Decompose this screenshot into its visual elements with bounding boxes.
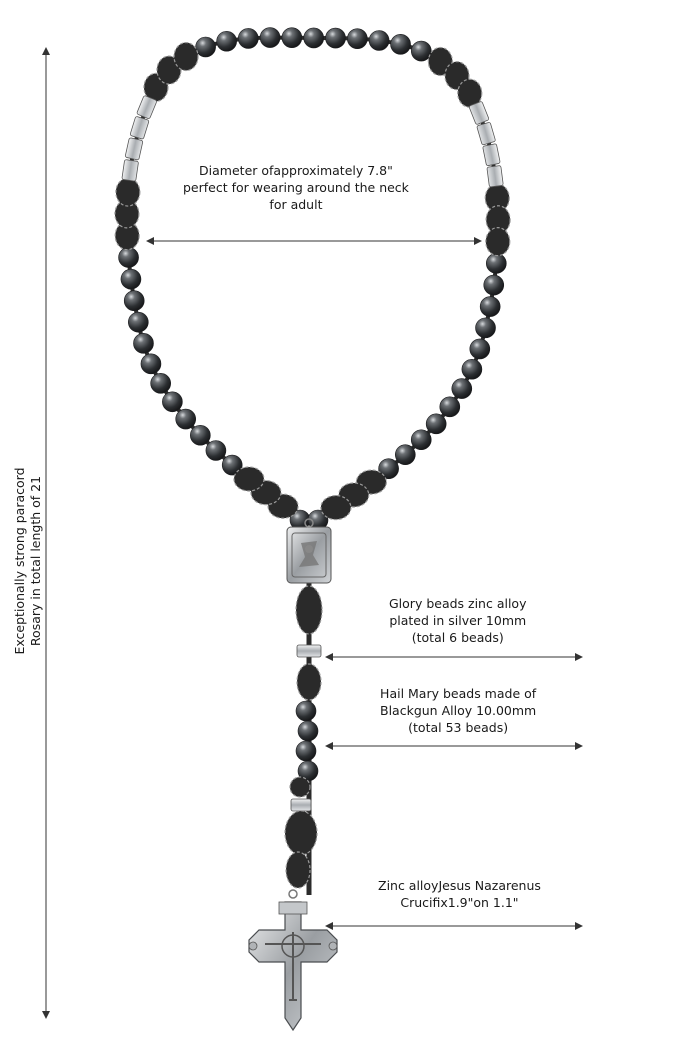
paracord-knot (486, 228, 510, 256)
hail-mary-bead (411, 41, 431, 61)
glory-beads-label: Glory beads zinc alloy plated in silver 10mm (total 6 beads) (389, 596, 527, 645)
paracord-knot (297, 664, 321, 700)
paracord-knot (286, 852, 310, 888)
glory-bead (477, 122, 496, 145)
paracord-knot (290, 777, 310, 797)
hail-mary-bead (304, 28, 324, 48)
paracord-knot (174, 43, 198, 71)
hail-mary-bead (470, 339, 490, 359)
hail-mary-bead (476, 318, 496, 338)
paracord-knot (234, 467, 264, 491)
hail-mary-bead (196, 37, 216, 57)
hail-mary-bead (298, 721, 318, 741)
st-michael-medal-icon (287, 519, 331, 583)
glory-bead (469, 101, 489, 125)
glory-bead (483, 144, 501, 166)
paracord-strand (127, 38, 498, 520)
hail-mary-bead (296, 741, 316, 761)
hail-mary-bead (133, 333, 153, 353)
hail-mary-bead (162, 392, 182, 412)
hail-mary-bead (238, 28, 258, 48)
hail-mary-beads-label: Hail Mary beads made of Blackgun Alloy 10.00mm (total 53 beads) (380, 686, 537, 735)
crucifix-icon (249, 890, 337, 1030)
hail-mary-bead (128, 312, 148, 332)
hail-mary-bead (480, 297, 500, 317)
hail-mary-bead (151, 373, 171, 393)
hail-mary-bead (484, 275, 504, 295)
hail-mary-bead (176, 409, 196, 429)
crucifix-label: Zinc alloyJesus Nazarenus Crucifix1.9"on 1.1" (378, 878, 541, 910)
diameter-label: Diameter ofapproximately 7.8" perfect for wearing around the neck for adult (183, 163, 409, 212)
hail-mary-bead (282, 28, 302, 48)
glory-bead (125, 138, 143, 161)
hail-mary-bead (121, 269, 141, 289)
hail-mary-bead (462, 359, 482, 379)
glory-bead (291, 799, 311, 811)
hail-mary-bead (217, 31, 237, 51)
paracord-knot (296, 586, 322, 634)
hail-mary-bead (411, 430, 431, 450)
hail-mary-bead (260, 28, 280, 48)
hail-mary-bead (395, 445, 415, 465)
paracord-knot (321, 496, 351, 520)
glory-bead (297, 645, 321, 657)
hail-mary-bead (141, 354, 161, 374)
hail-mary-bead (326, 28, 346, 48)
hail-mary-bead (296, 701, 316, 721)
paracord-knot (285, 811, 317, 855)
paracord-knot (116, 178, 140, 206)
hail-mary-bead (347, 29, 367, 49)
hail-mary-bead (426, 414, 446, 434)
hail-mary-bead (206, 441, 226, 461)
glory-bead (122, 159, 139, 181)
hail-mary-bead (124, 291, 144, 311)
hail-mary-bead (486, 253, 506, 273)
glory-bead (130, 116, 149, 139)
hail-mary-bead (391, 34, 411, 54)
hail-mary-bead (440, 397, 460, 417)
hail-mary-bead (190, 425, 210, 445)
glory-bead (487, 165, 503, 187)
hail-mary-bead (369, 30, 389, 50)
hail-mary-bead (452, 379, 472, 399)
hail-mary-bead (119, 247, 139, 267)
total-length-label: Exceptionally strong paracord Rosary in total length of 21 (12, 467, 43, 655)
